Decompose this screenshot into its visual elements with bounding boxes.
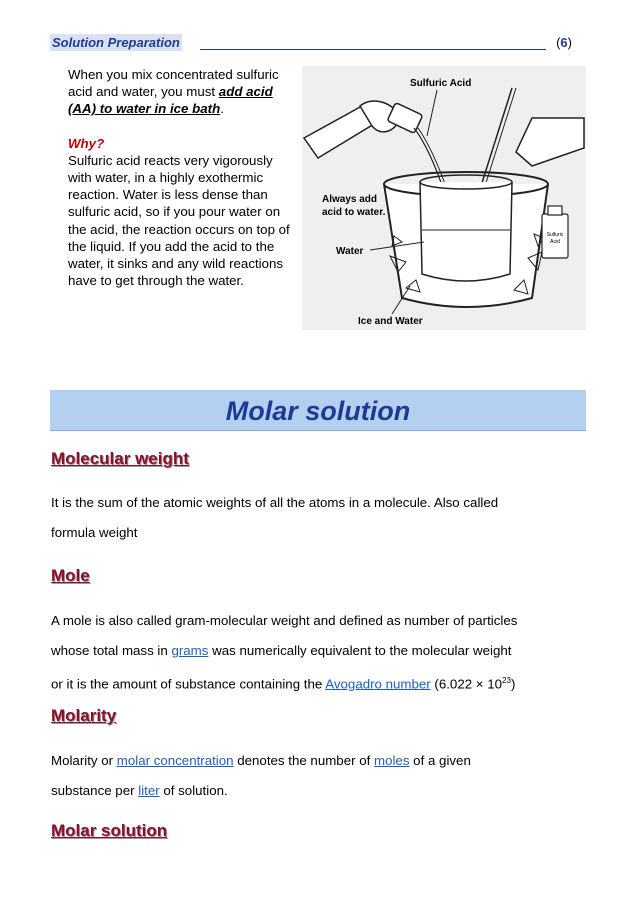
label-water: Water — [336, 246, 364, 257]
why-explanation: Sulfuric acid reacts very vigorously with water, in a highly exothermic reaction. Water is less dense than sulfuric acid, so if you pour water on the acid, the reaction occurs on top of the liquid. If you add the acid to the water, it sinks and any wild reactions have to get through the water. — [68, 152, 290, 289]
banner-title: Molar solution — [225, 396, 411, 426]
header-rule — [200, 49, 546, 50]
link-moles[interactable]: moles — [374, 753, 410, 768]
bottle-label-2: Acid — [550, 239, 560, 245]
label-ice-and-water: Ice and Water — [358, 316, 423, 327]
heading-molarity: Molarity — [51, 706, 117, 725]
header-title: Solution Preparation — [52, 35, 180, 50]
page-header — [50, 34, 586, 52]
link-liter[interactable]: liter — [138, 783, 160, 798]
section-banner — [50, 390, 586, 431]
label-acid-to-water: acid to water. — [322, 207, 386, 218]
intro-paragraph: When you mix concentrated sulfuric acid and water, you must add acid (AA) to water in ice bath. — [68, 67, 279, 117]
label-sulfuric-acid: Sulfuric Acid — [410, 78, 472, 89]
bottle-label-1: Sulfuric — [546, 232, 564, 238]
molarity-text: Molarity or molar concentration denotes the number of moles of a given substance per liter of solution. — [51, 753, 471, 798]
heading-molar-solution: Molar solution — [51, 821, 168, 840]
label-always-add: Always add — [322, 194, 378, 205]
link-grams[interactable]: grams — [171, 643, 209, 658]
acid-dilution-illustration — [302, 66, 586, 330]
link-molar-concentration[interactable]: molar concentration — [116, 753, 234, 768]
acid-to-water-rule: add acid (AA) to water in ice bath — [68, 84, 273, 117]
heading-mole: Mole — [51, 566, 90, 585]
illustration-drawing — [302, 66, 586, 330]
why-heading: Why? — [68, 135, 105, 151]
intro-text — [68, 66, 296, 289]
heading-molecular-weight: Molecular weight — [51, 449, 189, 468]
mole-text: A mole is also called gram-molecular weight and defined as number of particles whose total mass in grams was numerically equivalent to the molecular weight or it is the amount of substance containing the Avogadro number $(6.022 \times 10^{23})$ — [51, 613, 518, 692]
link-avogadro-number[interactable]: Avogadro number — [325, 676, 431, 692]
page-number: (6) — [556, 35, 572, 50]
molecular-weight-text: It is the sum of the atomic weights of all the atoms in a molecule. Also called formula weight — [51, 495, 499, 540]
